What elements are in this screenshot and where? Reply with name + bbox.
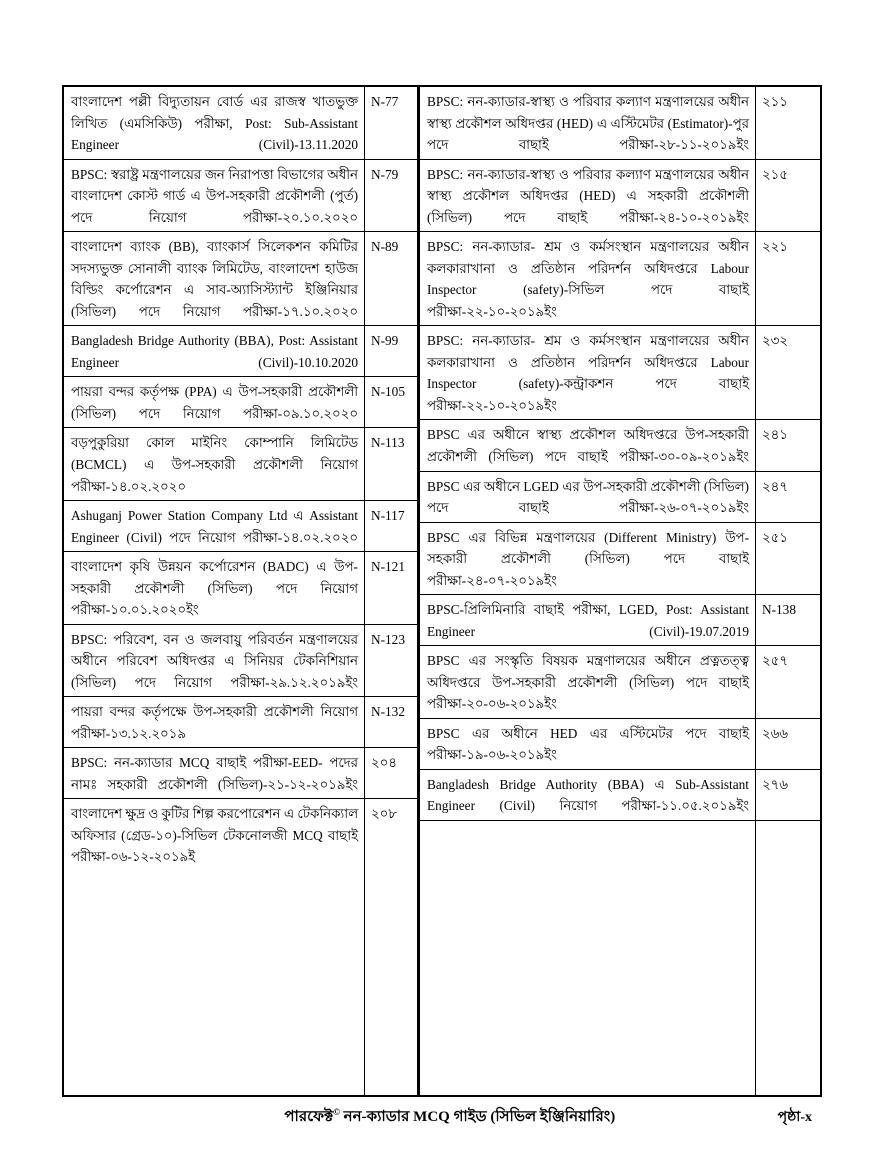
entry-title-empty	[420, 821, 755, 1095]
footer-brand-superscript: ©	[333, 1106, 340, 1117]
entry-page: ২৩২	[755, 326, 817, 419]
entry-page: ২৬৬	[755, 719, 817, 769]
entry-title: পায়রা বন্দর কর্তৃপক্ষ (PPA) এ উপ-সহকারী প্রকৌশলী (সিভিল) পদে নিয়োগ পরীক্ষা-০৯.১০.২০২০	[71, 384, 358, 421]
entry-title: BPSC: নন-ক্যাডার MCQ বাছাই পরীক্ষা-EED- পদের নামঃ সহকারী প্রকৌশলী (সিভিল)-২১-১২-২০১৯ইং	[71, 755, 358, 792]
entry-page: ২৪১	[755, 420, 817, 470]
entry-page: N-117	[364, 501, 417, 551]
table-row	[420, 523, 820, 596]
entry-page: N-77	[364, 87, 417, 159]
table-row	[64, 799, 417, 1095]
contents-right-column	[420, 87, 820, 1095]
table-row	[64, 552, 417, 625]
table-row	[420, 595, 820, 646]
entry-page: N-132	[364, 697, 417, 747]
table-row	[64, 326, 417, 377]
entry-title: BPSC এর অধীনে LGED এর উপ-সহকারী প্রকৌশলী (সিভিল) পদে বাছাই পরীক্ষা-২৬-০৭-২০১৯ইং	[427, 478, 749, 516]
table-row	[64, 160, 417, 233]
table-row	[420, 472, 820, 523]
entry-title: BPSC এর অধীনে HED এর এস্টিমেটর পদে বাছাই পরীক্ষা-১৯-০৬-২০১৯ইং	[427, 725, 749, 763]
footer-brand	[62, 1105, 778, 1130]
entry-title: পায়রা বন্দর কর্তৃপক্ষে উপ-সহকারী প্রকৌশলী নিয়োগ পরীক্ষা-১৩.১২.২০১৯	[71, 704, 358, 741]
entry-title: BPSC: পরিবেশ, বন ও জলবায়ু পরিবর্তন মন্ত্রণালয়ের অধীনে পরিবেশ অধিদপ্তর এ সিনিয়র টেকনিশিয়ান (সিভিল) পদে নিয়োগ পরীক্ষা-২৯.১২.২০১৯ইং	[71, 631, 358, 690]
entry-title: BPSC এর বিভিন্ন মন্ত্রণালয়ের (Different Ministry) উপ-সহকারী প্রকৌশলী (সিভিল) পদে বাছাই পরীক্ষা-২৪-০৭-২০১৯ইং	[427, 529, 749, 588]
entry-page: ২১৫	[755, 160, 817, 232]
entry-title: BPSC: নন-ক্যাডার- শ্রম ও কর্মসংস্থান মন্ত্রণালয়ের অধীন কলকারাখানা ও প্রতিষ্ঠান পরিদর্শন অধিদপ্তরে Labour Inspector (safety)-কন্ট্রাকশন পদে বাছাই পরীক্ষা-২২-১০-২০১৯ইং	[427, 333, 749, 413]
entry-page: N-89	[364, 232, 417, 325]
entry-page-empty	[755, 821, 817, 1095]
contents-table	[62, 85, 822, 1097]
entry-title: BPSC: নন-ক্যাডার- শ্রম ও কর্মসংস্থান মন্ত্রণালয়ের অধীন কলকারাখানা ও প্রতিষ্ঠান পরিদর্শন অধিদপ্তরে Labour Inspector (safety)-সিভিল পদে বাছাই পরীক্ষা-২২-১০-২০১৯ইং	[427, 239, 749, 319]
table-row	[420, 87, 820, 160]
entry-page: ২২১	[755, 232, 817, 325]
entry-page: N-99	[364, 326, 417, 376]
table-row	[64, 428, 417, 501]
entry-title: বড়পুকুরিয়া কোল মাইনিং কোম্পানি লিমিটেড (BCMCL) এ উপ-সহকারী প্রকৌশলী নিয়োগ পরীক্ষা-১৪.০২.২০২০	[71, 435, 358, 494]
entry-title: Bangladesh Bridge Authority (BBA), Post: Assistant Engineer (Civil)-10.10.2020	[71, 333, 358, 370]
table-row	[420, 770, 820, 821]
entry-title: BPSC: স্বরাষ্ট্র মন্ত্রণালয়ের জন নিরাপত্তা বিভাগের অধীন বাংলাদেশ কোস্ট গার্ড এ উপ-সহকারী প্রকৌশলী (পুর্ত) পদে নিয়োগ পরীক্ষা-২০.১০.২০২০	[71, 166, 358, 225]
table-row	[420, 719, 820, 770]
table-row	[420, 160, 820, 233]
entry-title: BPSC এর অধীনে স্বাস্থ্য প্রকৌশল অধিদপ্তরে উপ-সহকারী প্রকৌশলী (সিভিল) পদে বাছাই পরীক্ষা-৩০-০৯-২০১৯ইং	[427, 427, 749, 464]
footer-brand-post: নন-ক্যাডার MCQ গাইড (সিভিল ইঞ্জিনিয়ারিং)	[339, 1108, 616, 1125]
table-row	[64, 748, 417, 799]
footer-brand-pre: পারফেক্ট	[284, 1108, 334, 1125]
table-row	[420, 232, 820, 326]
entry-title: বাংলাদেশ ব্যাংক (BB), ব্যাংকার্স সিলেকশন কমিটির সদস্যভুক্ত সোনালী ব্যাংক লিমিটেড, বাংলাদেশ হাউজ বিল্ডিং কর্পোরেশন এ সাব-অ্যাসিস্ট্যান্ট ইঞ্জিনিয়ার (সিভিল) পদে নিয়োগ পরীক্ষা-১৭.১০.২০২০	[71, 239, 358, 319]
entry-page: N-105	[364, 377, 417, 427]
entry-page: ২০৮	[364, 799, 417, 1095]
table-row	[420, 326, 820, 420]
entry-page: N-138	[755, 595, 817, 645]
entry-title: BPSC-প্রিলিমিনারি বাছাই পরীক্ষা, LGED, Post: Assistant Engineer (Civil)-19.07.2019	[427, 602, 749, 639]
entry-page: N-113	[364, 428, 417, 500]
entry-title: BPSC: নন-ক্যাডার-স্বাস্থ্য ও পরিবার কল্যাণ মন্ত্রণালয়ের অধীন স্বাস্থ্য প্রকৌশল অধিদপ্তর (HED) এ সহকারী প্রকৌশলী (সিভিল) পদে বাছাই পরীক্ষা-২৪-১০-২০১৯ইং	[427, 166, 749, 225]
entry-title: Bangladesh Bridge Authority (BBA) এ Sub-Assistant Engineer (Civil) নিয়োগ পরীক্ষা-১১.০৫.২০১৯ইং	[427, 776, 749, 814]
table-row	[64, 377, 417, 428]
table-row	[64, 625, 417, 698]
table-row	[64, 501, 417, 552]
entry-page: ২৭৬	[755, 770, 817, 820]
entry-title: BPSC: নন-ক্যাডার-স্বাস্থ্য ও পরিবার কল্যাণ মন্ত্রণালয়ের অধীন স্বাস্থ্য প্রকৌশল অধিদপ্তর (HED) এ এস্টিমেটর (Estimator)-পুর পদে বাছাই পরীক্ষা-২৮-১১-২০১৯ইং	[427, 94, 749, 153]
entry-title: বাংলাদেশ পল্লী বিদ্যুতায়ন বোর্ড এর রাজস্ব খাতভুক্ত লিখিত (এমসিকিউ) পরীক্ষা, Post: Sub-Assistant Engineer (Civil)-13.11.2020	[71, 94, 358, 153]
entry-page: ২৫১	[755, 523, 817, 595]
table-row-empty	[420, 821, 820, 1095]
entry-page: N-79	[364, 160, 417, 232]
entry-page: ২৪৭	[755, 472, 817, 522]
entry-title: বাংলাদেশ কৃষি উন্নয়ন কর্পোরেশন (BADC) এ উপ-সহকারী প্রকৌশলী (সিভিল) পদে নিয়োগ পরীক্ষা-১০.০১.২০২০ইং	[71, 559, 358, 618]
footer-page-number: পৃষ্ঠা-x	[777, 1110, 812, 1125]
entry-title: Ashuganj Power Station Company Ltd এ Assistant Engineer (Civil) পদে নিয়োগ পরীক্ষা-১৪.০২.২০২০	[71, 508, 358, 545]
entry-title: BPSC এর সংস্কৃতি বিষয়ক মন্ত্রণালয়ের অধীনে প্রত্নতত্ত্ব অধিদপ্তরে উপ-সহকারী প্রকৌশলী (সিভিল) পদে বাছাই পরীক্ষা-২০-০৬-২০১৯ইং	[427, 653, 749, 712]
table-row	[420, 420, 820, 471]
entry-page: ২০৪	[364, 748, 417, 798]
entry-page: ২৫৭	[755, 646, 817, 718]
table-row	[64, 87, 417, 160]
table-row	[64, 697, 417, 748]
page-footer	[62, 1097, 822, 1137]
entry-title: বাংলাদেশ ক্ষুদ্র ও কুটির শিল্প করপোরেশন এ টেকনিক্যাল অফিসার (গ্রেড-১০)-সিভিল টেকনোলজী MCQ বাছাই পরীক্ষা-০৬-১২-২০১৯ই	[71, 806, 358, 865]
table-row	[420, 646, 820, 719]
table-row	[64, 232, 417, 326]
entry-page: N-121	[364, 552, 417, 624]
contents-left-column	[64, 87, 420, 1095]
entry-page: N-123	[364, 625, 417, 697]
entry-page: ২১১	[755, 87, 817, 159]
